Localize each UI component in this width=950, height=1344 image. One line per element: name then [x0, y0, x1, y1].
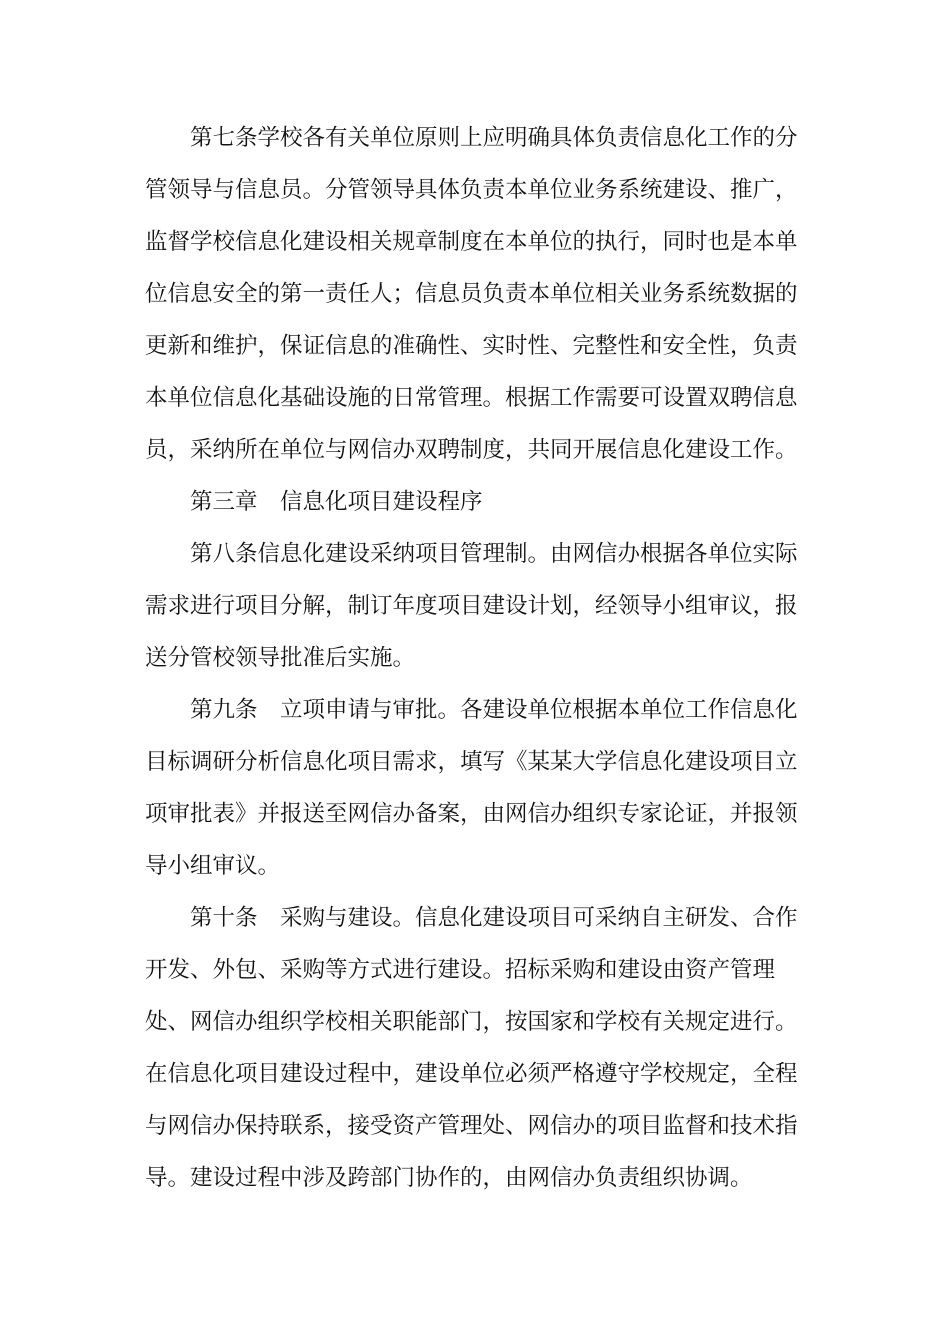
article-9-line-3: 项审批表》并报送至网信办备案，由网信办组织专家论证，并报领: [145, 801, 798, 827]
article-7-line-1: 第七条学校各有关单位原则上应明确具体负责信息化工作的分: [190, 125, 798, 151]
article-9-line-4: 导小组审议。: [145, 853, 281, 879]
article-8-line-1: 第八条信息化建设采纳项目管理制。由网信办根据各单位实际: [190, 541, 798, 567]
article-9-line-2: 目标调研分析信息化项目需求，填写《某某大学信息化建设项目立: [145, 749, 798, 775]
article-8-line-3: 送分管校领导批准后实施。: [145, 645, 416, 671]
article-10-line-1: 第十条 采购与建设。信息化建设项目可采纳自主研发、合作: [190, 905, 798, 931]
article-7-line-5: 更新和维护，保证信息的准确性、实时性、完整性和安全性，负责: [145, 333, 798, 359]
article-9-line-1: 第九条 立项申请与审批。各建设单位根据本单位工作信息化: [190, 697, 798, 723]
article-8-line-2: 需求进行项目分解，制订年度项目建设计划，经领导小组审议，报: [145, 593, 798, 619]
article-7-line-2: 管领导与信息员。分管领导具体负责本单位业务系统建设、推广，: [145, 177, 798, 203]
article-7-line-4: 位信息安全的第一责任人；信息员负责本单位相关业务系统数据的: [145, 281, 798, 307]
article-10-line-3: 处、网信办组织学校相关职能部门，按国家和学校有关规定进行。: [145, 1009, 798, 1035]
article-10-line-5: 与网信办保持联系，接受资产管理处、网信办的项目监督和技术指: [145, 1113, 798, 1139]
article-10-line-2: 开发、外包、采购等方式进行建设。招标采购和建设由资产管理: [145, 957, 776, 983]
article-7-line-6: 本单位信息化基础设施的日常管理。根据工作需要可设置双聘信息: [145, 385, 798, 411]
article-10-line-4: 在信息化项目建设过程中，建设单位必须严格遵守学校规定，全程: [145, 1061, 798, 1087]
article-10-line-6: 导。建设过程中涉及跨部门协作的，由网信办负责组织协调。: [145, 1165, 753, 1191]
chapter-heading: 第三章 信息化项目建设程序: [190, 489, 483, 515]
article-7-line-7: 员，采纳所在单位与网信办双聘制度，共同开展信息化建设工作。: [145, 437, 798, 463]
article-7-line-3: 监督学校信息化建设相关规章制度在本单位的执行，同时也是本单: [145, 229, 798, 255]
